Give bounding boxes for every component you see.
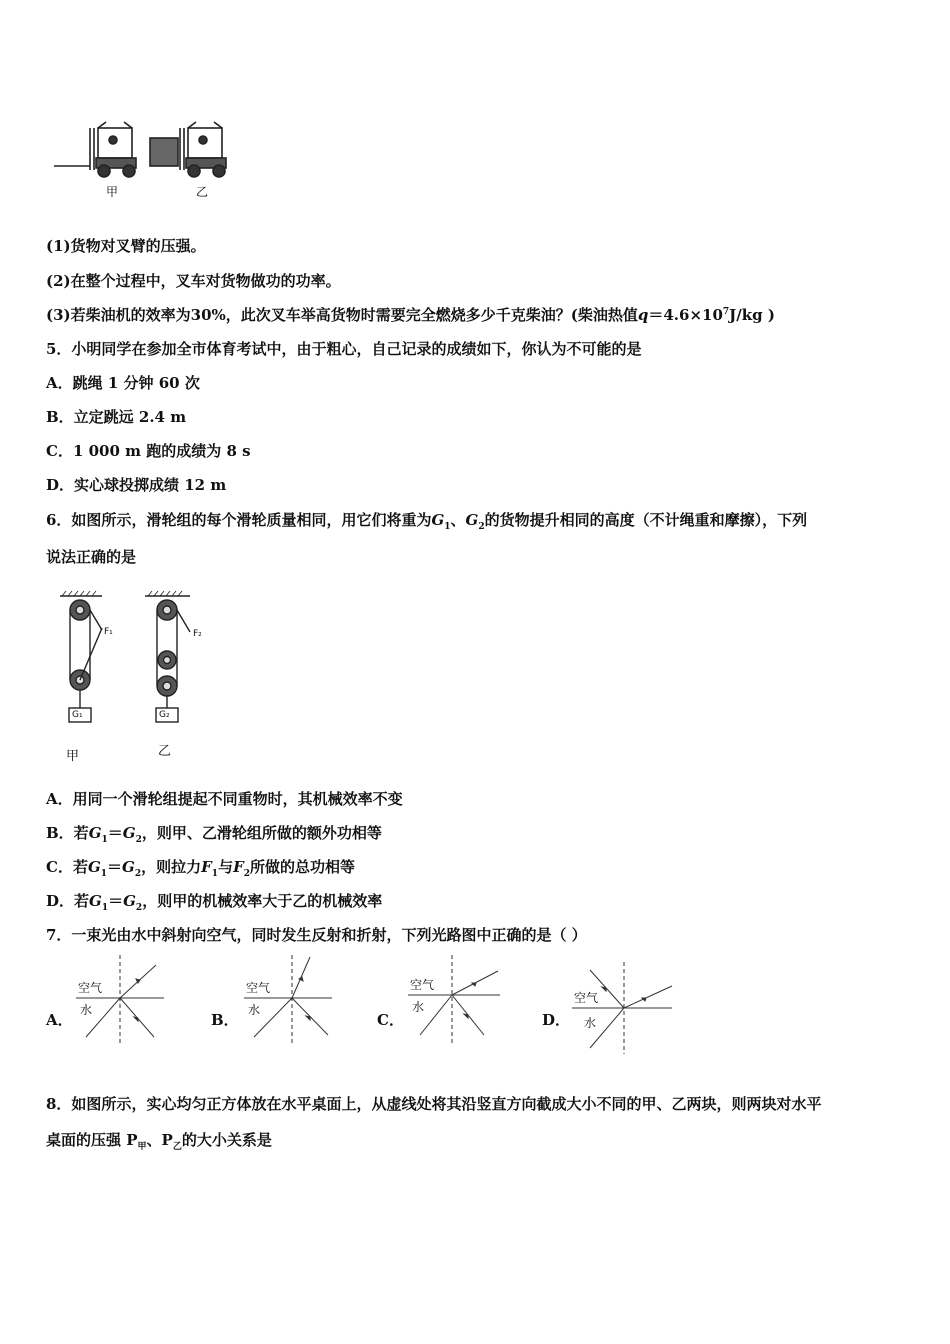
q6-opt-c-sub2: 2 [134, 869, 142, 879]
q6-opt-b-g1: G [88, 824, 102, 842]
q6-opt-c-pre: C．若 [46, 858, 88, 876]
q6-opt-c-eq: ＝ [107, 858, 123, 876]
q4-part3-exp: 7 [722, 307, 730, 317]
q4-part3-var: q [637, 306, 649, 324]
q7-a-air: 空气 [78, 981, 103, 995]
q6-opt-b-pre: B．若 [46, 824, 89, 842]
q4-part2: (2)在整个过程中，叉车对货物做功的功率。 [46, 272, 341, 290]
q5-option-d: D．实心球投掷成绩 12 m [46, 476, 227, 494]
q8-stem-line2 [46, 1129, 272, 1152]
q6-opt-c-post: 所做的总功相等 [250, 858, 356, 876]
forklift-label-b: 乙 [196, 185, 209, 199]
forklift-figure [50, 118, 240, 203]
q6-opt-b-sub1: 1 [101, 835, 108, 845]
q7-diagram-a-svg [76, 955, 166, 1045]
q6-opt-d-sub2: 2 [135, 903, 143, 913]
q7-b-water: 水 [248, 1003, 261, 1017]
q7-b-air: 空气 [246, 981, 271, 995]
q6-opt-c-g1: G [87, 858, 101, 876]
q6-opt-d-eq: ＝ [108, 892, 124, 910]
q8-sub-a: 甲 [137, 1142, 147, 1152]
q7-c-air: 空气 [410, 978, 435, 992]
pulley-figure [40, 590, 230, 770]
q6-opt-d-pre: D．若 [46, 892, 90, 910]
q7-diagram-d-svg [572, 962, 677, 1057]
q6-opt-d-sub1: 1 [101, 903, 109, 913]
q7-letter-b: B． [211, 1011, 239, 1029]
q6-g2-sub: 2 [478, 522, 485, 532]
pulley-g1-label: G₁ [72, 710, 83, 720]
q6-stem-1b: 的货物提升相同的高度（不计绳重和摩擦），下列 [484, 511, 808, 529]
q5-option-a: A．跳绳 1 分钟 60 次 [46, 374, 200, 392]
q5-stem: 5．小明同学在参加全市体育考试中，由于粗心，自己记录的成绩如下，你认为不可能的是 [46, 340, 642, 358]
q7-diagram-b [244, 955, 334, 1045]
q6-opt-b-eq: ＝ [107, 824, 123, 842]
q6-option-d [46, 890, 382, 913]
q8-sub-b: 乙 [172, 1142, 182, 1152]
q7-c-water: 水 [412, 1000, 425, 1014]
forklift-label-a: 甲 [106, 185, 119, 199]
q6-opt-b-post: ，则甲、乙滑轮组所做的额外功相等 [141, 824, 382, 842]
q5-option-c: C．1 000 m 跑的成绩为 8 s [46, 442, 251, 460]
q6-option-c [46, 856, 355, 879]
q7-letter-d: D． [542, 1011, 571, 1029]
q4-part3-mid: ＝4.6×10 [648, 306, 723, 324]
q7-diagram-a [76, 955, 166, 1045]
q6-option-b [46, 822, 382, 845]
q6-opt-c-f1-sub: 1 [211, 869, 219, 879]
q6-opt-c-f1: F [201, 858, 212, 876]
q6-opt-d-post: ，则甲的机械效率大于乙的机械效率 [142, 892, 383, 910]
q6-g2-var: G [465, 511, 479, 529]
q6-stem-1a: 6．如图所示，滑轮组的每个滑轮质量相同，用它们将重为 [46, 511, 432, 529]
q8-stem-2a: 桌面的压强 P [46, 1131, 138, 1149]
q7-d-water: 水 [584, 1016, 597, 1030]
q4-part3 [46, 304, 775, 325]
q6-opt-c-and: 与 [218, 858, 234, 876]
pulley-g2-label: G₂ [159, 710, 170, 720]
q7-stem: 7．一束光由水中斜射向空气，同时发生反射和折射，下列光路图中正确的是（ ） [46, 926, 587, 944]
q6-opt-b-g2: G [122, 824, 136, 842]
q6-opt-c-g2: G [122, 858, 135, 876]
q6-option-a: A．用同一个滑轮组提起不同重物时，其机械效率不变 [46, 790, 403, 808]
q8-stem-line1: 8．如图所示，实心均匀正方体放在水平桌面上，从虚线处将其沿竖直方向截成大小不同的甲、乙两块，则两块对水平 [46, 1095, 822, 1113]
q6-opt-d-g2: G [123, 892, 136, 910]
q7-diagram-c [408, 955, 503, 1045]
pulley-label-b: 乙 [158, 744, 172, 759]
q6-g1-var: G [431, 511, 445, 529]
q5-option-b: B．立定跳远 2.4 m [46, 408, 187, 426]
q6-stem-line2: 说法正确的是 [46, 548, 137, 566]
q8-stem-2b: 、P [146, 1131, 173, 1149]
q7-d-air: 空气 [574, 991, 599, 1005]
q6-sep: 、 [450, 511, 466, 529]
q6-opt-c-sub1: 1 [100, 869, 108, 879]
q8-stem-2c: 的大小关系是 [181, 1131, 272, 1149]
pulley-drawing [40, 590, 230, 770]
pulley-f2-label: F₂ [193, 629, 202, 639]
pulley-label-a: 甲 [66, 749, 80, 764]
q4-part1: (1)货物对叉臂的压强。 [46, 237, 206, 255]
pulley-f1-label: F₁ [104, 627, 113, 637]
q6-stem-line1 [46, 509, 807, 532]
q7-diagram-b-svg [244, 955, 334, 1045]
q4-part3-pre: (3)若柴油机的效率为30%，此次叉车举高货物时需要完全燃烧多少千克柴油？(柴油热值 [46, 306, 638, 324]
q7-letter-a: A． [46, 1011, 73, 1029]
q6-opt-c-f2: F [233, 858, 244, 876]
q4-part3-post: J/kg ) [729, 306, 775, 324]
q6-g1-sub: 1 [444, 522, 451, 532]
q6-opt-b-sub2: 2 [135, 835, 142, 845]
q7-a-water: 水 [80, 1003, 93, 1017]
q6-opt-c-f2-sub: 2 [243, 869, 250, 879]
q6-opt-d-g1: G [89, 892, 102, 910]
q6-opt-c-mid: ，则拉力 [141, 858, 202, 876]
forklift-drawing [50, 118, 240, 203]
q7-letter-c: C． [377, 1011, 404, 1029]
q7-diagram-d [572, 962, 677, 1057]
